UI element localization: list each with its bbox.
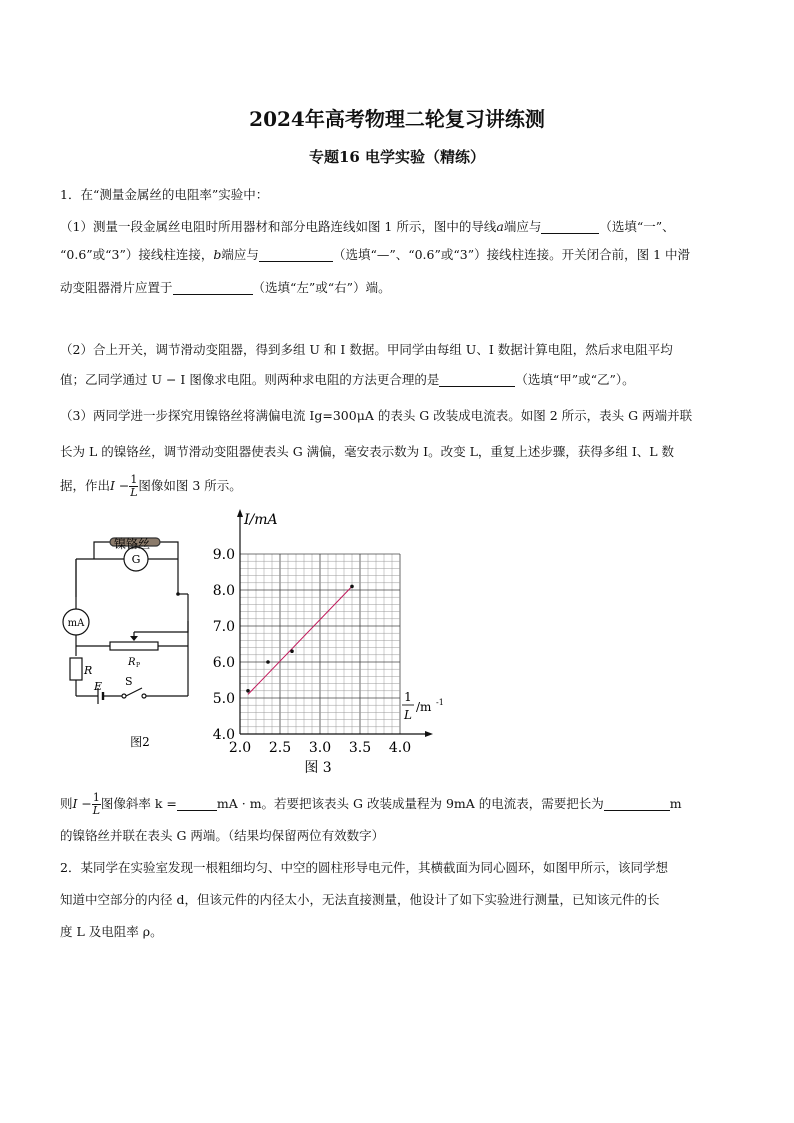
q1-part3-text: 则 xyxy=(60,796,73,811)
q1-part1-text: 端应与 xyxy=(503,219,542,234)
fraction-denominator: L xyxy=(92,804,101,817)
q1-part3-line4 xyxy=(60,792,740,817)
y-tick-label: 9.0 xyxy=(212,547,235,563)
q1-part2-line1: （2）合上开关，调节滑动变阻器，得到多组 U 和 I 数据。甲同学由每组 U、I 数据计算电阻，然后求电阻平均 xyxy=(60,342,673,357)
q1-part1-text: 动变阻器滑片应置于 xyxy=(60,280,173,295)
x-axis-label-numerator: 1 xyxy=(404,690,412,704)
fraction-1-over-L xyxy=(92,792,101,817)
expr-I: I − xyxy=(72,796,92,811)
x-tick-label: 2.5 xyxy=(268,740,292,756)
y-tick-label: 6.0 xyxy=(212,655,235,671)
data-point xyxy=(246,689,250,693)
y-axis-label: I/mA xyxy=(244,512,278,528)
answer-blank[interactable] xyxy=(173,280,253,295)
y-axis-arrow-icon xyxy=(237,509,243,517)
q1-part1-line2 xyxy=(60,243,740,267)
q1-part3-text: m xyxy=(669,796,682,811)
milliammeter-label: mA xyxy=(67,618,85,629)
x-axis-arrow-icon xyxy=(425,731,433,737)
q1-part1-text: （1）测量一段金属丝电阻时所用器材和部分电路连线如图 1 所示，图中的导线 xyxy=(60,219,497,234)
q1-part3-text: 据，作出 xyxy=(60,478,111,493)
document-subtitle: 专题16 电学实验（精练） xyxy=(308,148,486,166)
junction-dot xyxy=(176,592,180,596)
q1-part1-text: 端应与 xyxy=(221,247,259,262)
q1-part3-text: 图像如图 3 所示。 xyxy=(138,478,242,493)
data-point xyxy=(350,585,354,589)
q1-part2-text: 值；乙同学通过 U − I 图像求电阻。则两种求电阻的方法更合理的是 xyxy=(60,372,440,387)
answer-blank[interactable] xyxy=(439,372,515,387)
fraction-denominator: L xyxy=(130,486,138,499)
q1-part2-line2 xyxy=(60,368,740,392)
x-tick-label: 2.0 xyxy=(228,740,252,756)
q1-part3-line3 xyxy=(60,474,740,499)
q2-line3: 度 L 及电阻率 ρ。 xyxy=(60,924,163,939)
figure-2-caption: 图2 xyxy=(130,735,150,749)
q1-part3-line5: 的镍铬丝并联在表头 G 两端。（结果均保留两位有效数字） xyxy=(60,828,385,843)
figure-2-circuit xyxy=(60,536,200,756)
q1-part2-text: （选填“甲”或“乙”）。 xyxy=(515,372,635,387)
data-point xyxy=(266,660,270,664)
q1-part1-line1 xyxy=(60,215,740,239)
galvanometer-label: G xyxy=(131,553,141,566)
fraction-numerator: 1 xyxy=(92,791,100,804)
battery-label: E xyxy=(94,680,103,693)
fraction-numerator: 1 xyxy=(130,473,138,486)
expr-I: I − xyxy=(110,478,130,493)
rheostat-subscript: P xyxy=(136,662,141,669)
answer-blank[interactable] xyxy=(541,219,599,234)
x-axis-label-exponent: -1 xyxy=(436,698,444,707)
var-a: a xyxy=(496,219,504,234)
q2-line2: 知道中空部分的内径 d，但该元件的内径太小，无法直接测量，他设计了如下实验进行测量，已知该元件的长 xyxy=(60,892,660,907)
q1-part3-line2: 长为 L 的镍铬丝，调节滑动变阻器使表头 G 满偏，毫安表示数为 I。改变 L，重复上述步骤，获得多组 I、L 数 xyxy=(60,444,675,459)
answer-blank[interactable] xyxy=(604,796,670,811)
y-tick-label: 5.0 xyxy=(212,691,235,707)
data-point xyxy=(290,649,294,653)
rheostat-label: R xyxy=(128,657,136,668)
q1-part1-text: （选填“一”、 xyxy=(599,219,675,234)
x-axis-label-denominator: L xyxy=(404,708,412,722)
document-title: 2024年高考物理二轮复习讲练测 xyxy=(249,107,545,131)
q1-part3-text: mA · m。若要把该表头 G 改装成量程为 9mA 的电流表，需要把长为 xyxy=(216,796,604,811)
switch-label: S xyxy=(125,675,133,688)
x-tick-label: 4.0 xyxy=(388,740,412,756)
q2-line1: 2．某同学在实验室发现一根粗细均匀、中空的圆柱形导电元件，其横截面为同心圆环，如图甲所示，该同学想 xyxy=(60,860,668,875)
x-tick-label: 3.0 xyxy=(308,740,332,756)
y-tick-label: 8.0 xyxy=(212,583,235,599)
answer-blank[interactable] xyxy=(259,247,333,262)
q1-part1-line3 xyxy=(60,276,740,300)
q1-part1-text: “0.6”或“3”）接线柱连接， xyxy=(60,247,214,262)
y-tick-label: 7.0 xyxy=(212,619,235,635)
rheostat-slider-icon xyxy=(130,636,138,641)
var-b: b xyxy=(213,247,222,262)
resistor-label: R xyxy=(84,664,93,677)
q1-part1-text: （选填“—”、“0.6”或“3”）接线柱连接。开关闭合前，图 1 中滑 xyxy=(332,247,691,262)
x-axis-label-unit: /m xyxy=(416,700,432,714)
q1-intro: 1．在“测量金属丝的电阻率”实验中： xyxy=(60,187,269,202)
figure-3-chart xyxy=(200,508,450,780)
figure-3-caption: 图 3 xyxy=(304,760,332,776)
answer-blank[interactable] xyxy=(177,796,217,811)
q1-part3-text: 图像斜率 k = xyxy=(100,796,177,811)
x-tick-label: 3.5 xyxy=(348,740,372,756)
q1-part3-line1: （3）两同学进一步探究用镍铬丝将满偏电流 Ig=300μA 的表头 G 改装成电流表。如图 2 所示，表头 G 两端并联 xyxy=(60,408,693,423)
y-tick-label: 4.0 xyxy=(212,727,235,743)
q1-part1-text: （选填“左”或“右”）端。 xyxy=(252,280,391,295)
wire-label: 镍铬丝 xyxy=(113,537,151,551)
